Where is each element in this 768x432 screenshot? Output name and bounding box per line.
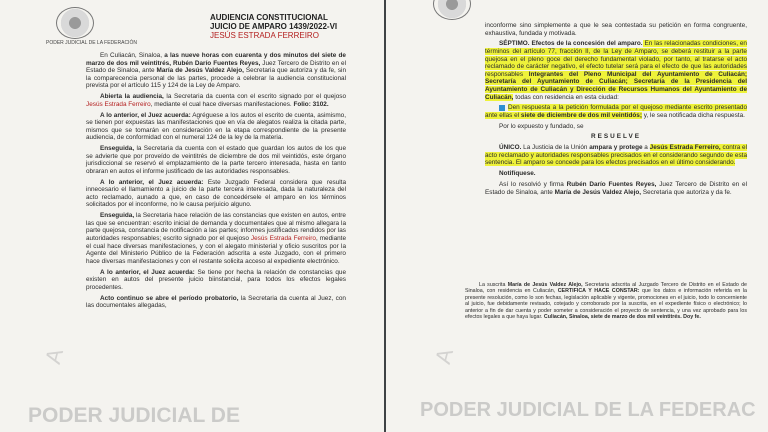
text-run: ÚNICO. xyxy=(499,144,522,152)
text-run: y, le sea notificada dicha respuesta. xyxy=(642,111,745,119)
right-page-body xyxy=(485,22,747,199)
text-run: todas con residencia en esta ciudad: xyxy=(513,93,619,101)
left-page-body xyxy=(86,52,346,313)
text-run: Folio: 3102. xyxy=(293,100,329,108)
text-run: Se tiene por hecha la relación de constancias que existen en autos del presente juicio biinstancial, para todos los efectos legales procedentes. xyxy=(86,268,346,291)
paragraph xyxy=(86,112,346,142)
paragraph xyxy=(86,269,346,292)
text-run: , mediante el cual hace diversas manifestaciones. xyxy=(150,100,294,108)
paragraph xyxy=(86,212,346,265)
document-header xyxy=(210,13,380,40)
text-run: SÉPTIMO. Efectos de la concesión del amparo. xyxy=(499,40,643,48)
text-run: Juez Tercero de Distrito en el Estado de Sinaloa, ante xyxy=(485,181,747,196)
text-run: la Secretaria hace relación de las constancias que existen en autos, entre las que se encuentran: escrito inicial de demanda y documentales que al mismo allegara la parte quejosa, constancia de notificación a las partes; informes justificados rendidos por las autoridades responsables; escrito signado por el quejoso xyxy=(86,212,346,242)
text-run: Culiacán, Sinaloa, siete de marzo de dos mil veintitrés. Doy fe. xyxy=(543,314,701,321)
paragraph xyxy=(86,145,346,175)
header-party: JESÚS ESTRADA FERREIRO xyxy=(210,31,319,40)
text-run: Den respuesta a la petición formulada por el quejoso mediante escrito presentado ante ellas el xyxy=(485,104,747,119)
text-run: la Secretaria da cuenta con el escrito signado por el quejoso xyxy=(163,93,346,101)
text-run: Jesús Estrada Ferreiro xyxy=(86,100,151,108)
text-run: que los datos e información referida en la presente resolución, como lo son fechas, legislación aplicable y vigente, promociones en el juicio, todo lo concerniente al juicio, fue debidamente revisado, cotejado y corroborado por la suscrita, en el expediente físico o electrónico; lo anterior a fin de dar cuenta y poder someter a consideración el proyecto de sentencia, y una vez aprobado para los efectos legales a que haya lugar. xyxy=(465,288,747,321)
seal-caption: PODER JUDICIAL DE LA FEDERACIÓN xyxy=(46,40,137,46)
paragraph xyxy=(86,93,346,108)
text-run: Secretaria que autoriza y da fe. xyxy=(641,188,732,196)
text-run: Integrantes del Pleno Municipal del Ayuntamiento de Culiacán; Secretaría del Ayuntamiento de Culiacán; Secretaría de la Presidencia del Ayuntamiento de Culiacán y Dirección de Recursos Humanos del Ayuntamiento de Culiacán, xyxy=(485,70,747,101)
text-run: María de Jesús Valdez Alejo, xyxy=(156,67,244,75)
text-run: Rubén Darío Fuentes Reyes, xyxy=(566,181,657,188)
text-run: contra el acto reclamado y autoridades responsables precisados en el considerando segundo de esta sentencia. El amparo se concede para los efectos precisados en el último considerando. xyxy=(485,144,748,167)
text-run: ampara y protege xyxy=(589,144,643,152)
certification-paragraph xyxy=(465,282,747,320)
text-run: la Secretaria da cuenta al Juez, con las documentales allegadas, xyxy=(86,294,346,310)
text-run: , mediante el cual hace diversas manifestaciones, y con el alegato ministerial y oficio suscritos por la Agente del Ministerio Público de la Federación adscrita a este Juzgado, con el primero hace diversas manifestaciones y con el restante solicita acceso al expediente electrónico. xyxy=(86,235,347,265)
text-run: CERTIFICA Y HACE CONSTAR: xyxy=(557,288,640,295)
text-run: María de Jesús Valdez Alejo, xyxy=(554,188,642,196)
paragraph xyxy=(485,144,747,167)
watermark-vertical: A xyxy=(40,345,68,367)
text-run: A lo anterior, el Juez acuerda: xyxy=(100,268,195,276)
text-run: Juez Tercero de Distrito en el Estado de Sinaloa, ante xyxy=(86,59,346,75)
paragraph xyxy=(485,170,747,178)
header-title: AUDIENCIA CONSTITUCIONAL xyxy=(210,13,328,22)
federal-seal-icon xyxy=(56,7,94,39)
text-run: Acto continuo se abre el período probatorio, xyxy=(100,294,239,302)
paragraph xyxy=(86,295,346,310)
text-run: Jesús Estrada Ferreiro, xyxy=(649,144,721,152)
watermark-bottom-left: PODER JUDICIAL DE xyxy=(28,404,240,427)
text-run: a xyxy=(642,144,650,152)
paragraph xyxy=(86,179,346,209)
text-run: Jesús Estrada Ferreiro xyxy=(250,235,316,242)
text-run: la Secretaria da cuenta con el estado que guardan los autos de los que se advierte que por proveído de veintitrés de diciembre de dos mil veintidós, este órgano jurisdiccional se reservó el emplazamiento de la parte tercero interesada, hasta en tanto obraran en autos el informe justificado de las autoridades responsables. xyxy=(86,145,346,175)
text-run: María de Jesús Valdez Alejo, xyxy=(507,282,583,288)
text-run: La Justicia de la Unión xyxy=(521,144,590,152)
header-case-number: JUICIO DE AMPARO 1439/2022-VI xyxy=(210,22,338,31)
watermark-vertical: A xyxy=(430,345,458,367)
paragraph xyxy=(485,104,747,119)
text-run: Secretaria que autoriza y da fe, sin la comparecencia personal de las partes, procede a celebrar la audiencia constitucional prevista por el artículo 115 y 124 de la Ley de Amparo. xyxy=(86,67,347,90)
text-run: inconforme sino simplemente a que le sea contestada su petición en forma congruente, exhaustiva, fundada y motivada. xyxy=(485,22,747,37)
text-run: En las relacionadas condiciones, en términos del artículo 77, fracción II, de la Ley de Amparo, se deberá restituir a la parte quejosa en el pleno goce del derecho fundamental violado, por tanto, al tratarse el acto reclamado de carácter negativo, el efecto tutelar será para el efecto de que las autoridades responsables xyxy=(485,40,747,78)
paragraph xyxy=(86,52,346,90)
paragraph xyxy=(485,181,747,196)
text-run: Enseguida, xyxy=(100,145,135,153)
text-run: Por lo expuesto y fundado, se xyxy=(499,122,584,130)
text-run: En Culiacán, Sinaloa, xyxy=(100,52,165,59)
bullet-icon xyxy=(499,105,505,111)
text-run: Notifíquese. xyxy=(499,170,536,178)
right-page-certification xyxy=(465,282,747,324)
text-run: Agréguese a los autos el escrito de cuenta, asimismo, se tienen por expuestas las manifestaciones que en vía de alegatos realiza la citada parte, mismos que se tomarán en consideración en la etapa correspondiente de la presente audiencia, de conformidad con el numeral 124 de la ley de la materia. xyxy=(86,111,346,142)
text-run: A lo anterior, el Juez acuerda: xyxy=(100,111,191,119)
paragraph xyxy=(485,123,747,131)
text-run: La suscrita xyxy=(479,282,508,288)
text-run: Abierta la audiencia, xyxy=(100,93,164,101)
paragraph xyxy=(485,40,747,101)
text-run: Este Juzgado Federal considera que resulta innecesario el llamamiento a juicio de la parte tercera interesada, dada la naturaleza del acto reclamado, aunado a que, en caso de concedérsele el amparo en los términos solicitados por el inconforme, no le causa perjuicio alguno. xyxy=(86,178,346,209)
text-run: Secretaria adscrita al Juzgado Tercero de Distrito en el Estado de Sinaloa, con residencia en Culiacán, xyxy=(465,282,747,295)
text-run: Así lo resolvió y firma xyxy=(499,181,567,188)
resuelve-heading: RESUELVE xyxy=(591,133,641,141)
paragraph xyxy=(485,22,747,37)
watermark-bottom-right: PODER JUDICIAL DE LA FEDERAC xyxy=(420,399,756,421)
text-run: a las nueve horas con cuarenta y dos minutos del siete de marzo de dos mil veintitrés, Rubén Darío Fuentes Reyes, xyxy=(86,52,346,67)
text-run: A lo anterior, el Juez acuerda: xyxy=(100,178,204,186)
text-run: siete de diciembre de dos mil veintidós; xyxy=(520,111,642,119)
text-run: Enseguida, xyxy=(100,212,135,220)
